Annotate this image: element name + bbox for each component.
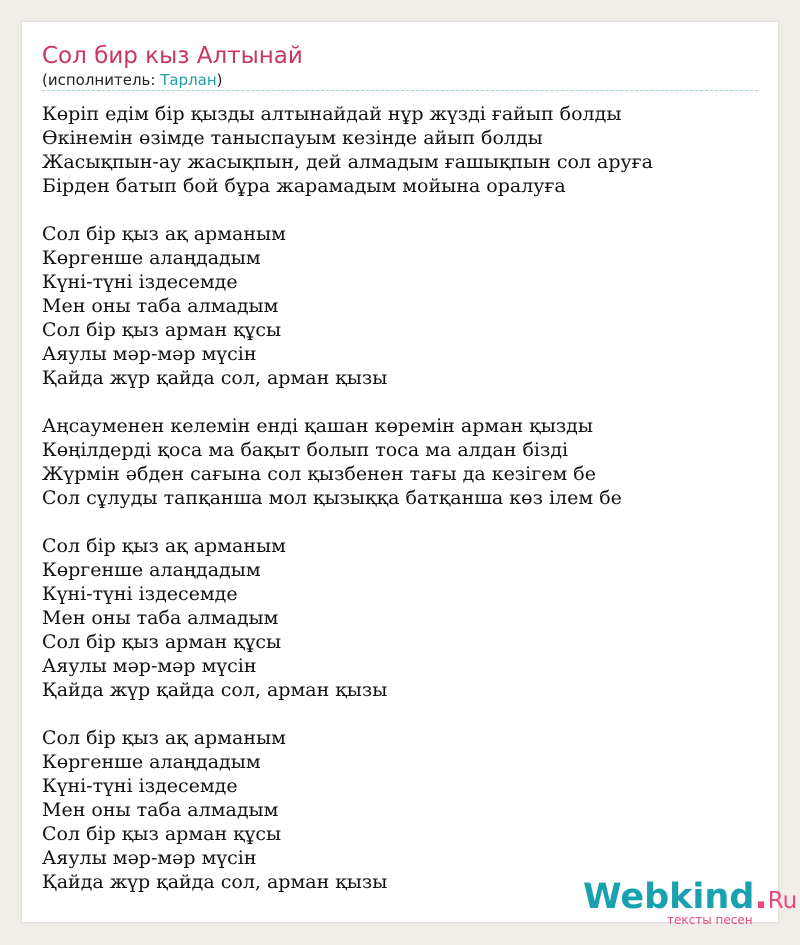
lyric-line: Аяулы мәр-мәр мүсін bbox=[42, 847, 257, 869]
lyric-line: Күні-түні іздесемде bbox=[42, 775, 238, 797]
lyric-line: Көңілдерді қоса ма бақыт болып тоса ма алдан бізді bbox=[42, 439, 569, 461]
lyrics-stanza bbox=[42, 534, 758, 702]
performer-suffix: ) bbox=[216, 71, 223, 89]
song-title: Сол бир кыз Алтынай bbox=[42, 43, 303, 69]
lyric-line: Көріп едім бір қызды алтынайдай нұр жүзді ғайып болды bbox=[42, 103, 622, 125]
lyric-line: Сол бір қыз арман құсы bbox=[42, 631, 282, 653]
lyric-line: Көргенше алаңдадым bbox=[42, 559, 261, 581]
lyric-line: Сол бір қыз ақ арманым bbox=[42, 727, 286, 749]
lyrics-stanza bbox=[42, 414, 758, 510]
lyric-line: Мен оны таба алмадым bbox=[42, 799, 279, 821]
lyrics-stanza bbox=[42, 222, 758, 390]
logo-dot: . bbox=[754, 877, 768, 917]
performer-prefix: (исполнитель: bbox=[42, 71, 161, 89]
lyric-line: Өкінемін өзімде таныспауым кезінде айып болды bbox=[42, 127, 543, 149]
lyric-line: Аяулы мәр-мәр мүсін bbox=[42, 343, 257, 365]
lyrics-text bbox=[42, 102, 758, 918]
logo-name: Webkind bbox=[583, 877, 755, 917]
lyric-line: Мен оны таба алмадым bbox=[42, 607, 279, 629]
lyric-line: Қайда жүр қайда сол, арман қызы bbox=[42, 367, 388, 389]
lyric-line: Сол бір қыз ақ арманым bbox=[42, 223, 286, 245]
lyrics-stanza bbox=[42, 102, 758, 198]
lyric-line: Көргенше алаңдадым bbox=[42, 247, 261, 269]
performer-line bbox=[42, 71, 223, 89]
lyric-line: Аңсауменен келемін енді қашан көремін арман қызды bbox=[42, 415, 593, 437]
title-divider bbox=[42, 90, 758, 91]
site-logo[interactable] bbox=[583, 877, 798, 927]
lyric-line: Қайда жүр қайда сол, арман қызы bbox=[42, 679, 388, 701]
lyric-line: Сол бір қыз арман құсы bbox=[42, 319, 282, 341]
logo-tld: Ru bbox=[767, 888, 798, 914]
performer-link[interactable]: Тарлан bbox=[160, 71, 217, 89]
lyrics-stanza bbox=[42, 726, 758, 894]
lyric-line: Сол бір қыз ақ арманым bbox=[42, 535, 286, 557]
lyric-line: Күні-түні іздесемде bbox=[42, 271, 238, 293]
lyric-line: Мен оны таба алмадым bbox=[42, 295, 279, 317]
lyric-line: Бірден батып бой бұра жарамадым мойына оралуға bbox=[42, 175, 566, 197]
lyric-line: Жүрмін әбден сағына сол қызбенен тағы да кезігем бе bbox=[42, 463, 596, 485]
lyric-line: Қайда жүр қайда сол, арман қызы bbox=[42, 871, 388, 893]
lyric-line: Көргенше алаңдадым bbox=[42, 751, 261, 773]
lyric-line: Аяулы мәр-мәр мүсін bbox=[42, 655, 257, 677]
logo-tagline: тексты песен bbox=[667, 913, 753, 927]
lyrics-card bbox=[22, 22, 798, 927]
lyric-line: Сол бір қыз арман құсы bbox=[42, 823, 282, 845]
lyric-line: Жасықпын-ау жасықпын, дей алмадым ғашықпын сол аруға bbox=[42, 151, 653, 173]
lyric-line: Сол сұлуды тапқанша мол қызыққа батқанша көз ілем бе bbox=[42, 487, 622, 509]
lyric-line: Күні-түні іздесемде bbox=[42, 583, 238, 605]
